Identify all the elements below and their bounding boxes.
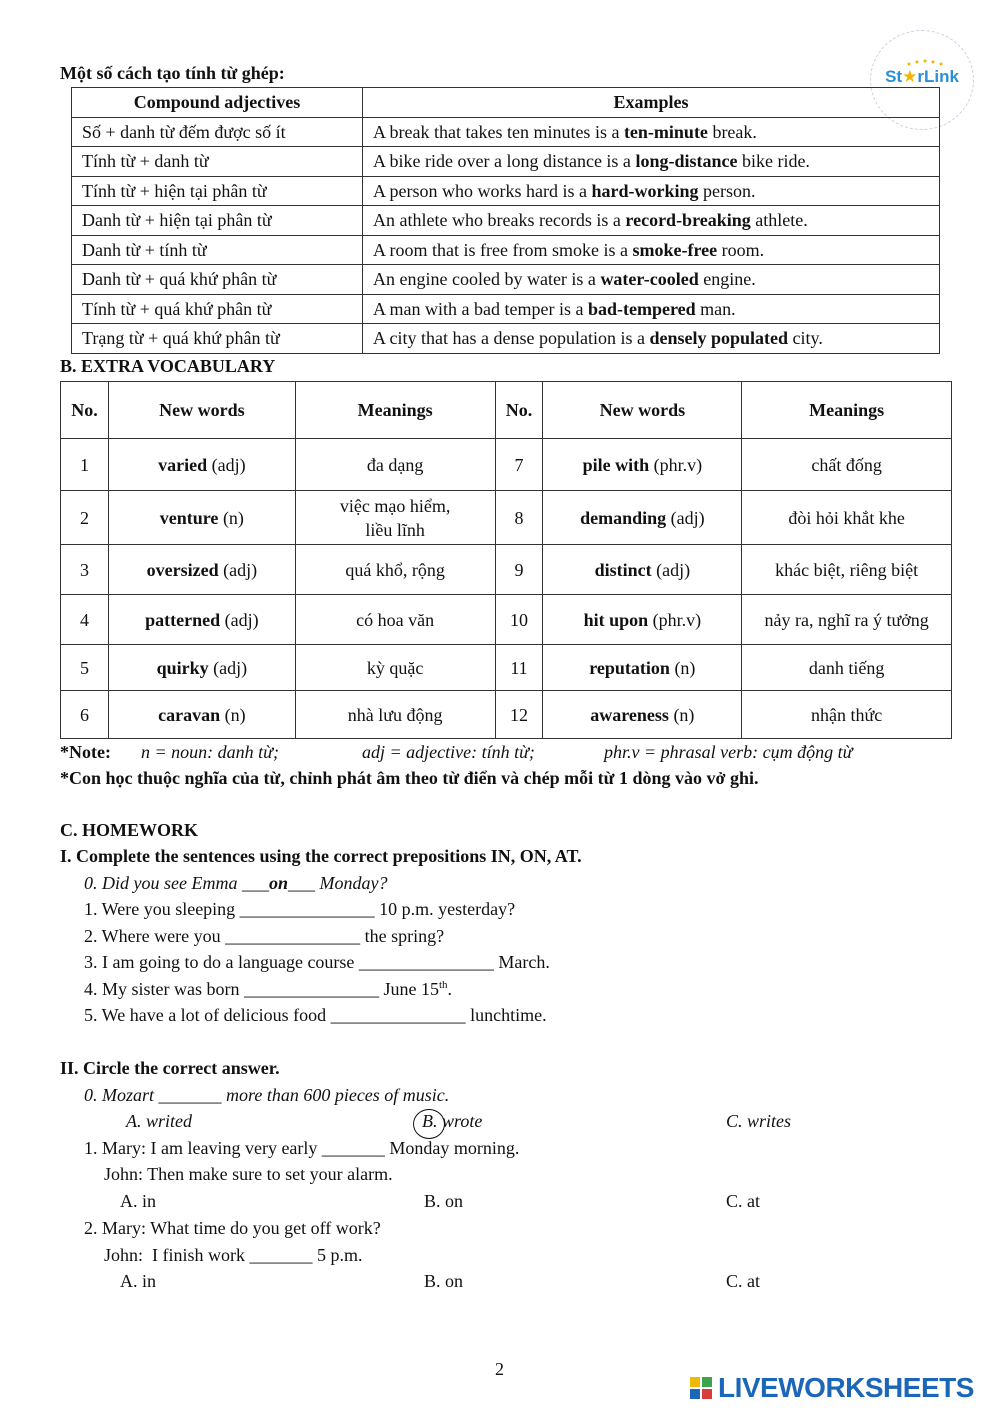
compound-word: ten-minute [623, 121, 708, 142]
example-option-c: C. writes [726, 1111, 792, 1131]
table-row [61, 645, 952, 691]
star-icon: ★ [902, 67, 918, 86]
logo-stars-decoration [905, 59, 945, 67]
study-instruction: *Con học thuộc nghĩa của từ, chỉnh phát âm theo từ điển và chép mỗi từ 1 dòng vào vở ghi. [60, 768, 759, 788]
table-row [72, 176, 940, 206]
liveworksheets-icon [690, 1377, 712, 1399]
number-cell: 12 [495, 691, 543, 739]
compound-word: bad-tempered [587, 298, 696, 319]
section-b-title: B. EXTRA VOCABULARY [60, 356, 276, 376]
number-cell: 1 [61, 439, 109, 491]
pattern-cell: Danh từ + quá khứ phân từ [72, 265, 363, 295]
compound-word: long-distance [635, 151, 738, 172]
number-cell: 3 [61, 545, 109, 595]
section-c-title: C. HOMEWORK [60, 820, 198, 840]
word-cell: varied (adj) [108, 439, 295, 491]
pattern-cell: Số + danh từ đếm được số ít [72, 117, 363, 147]
mcq-2-line-1: 2. Mary: What time do you get off work? [84, 1218, 381, 1238]
number-cell: 4 [61, 595, 109, 645]
part-1-example: 0. Did you see Emma ___on___ Monday? [84, 873, 388, 893]
compound-word: water-cooled [600, 269, 699, 290]
example-option-a: A. writed [126, 1111, 192, 1131]
example-cell: A man with a bad temper is a bad-tempered man. [363, 294, 940, 324]
answer-circle [413, 1109, 445, 1139]
compound-word: record-breaking [625, 210, 751, 231]
question-4[interactable]: 4. My sister was born _______________ June 15th. [84, 979, 453, 999]
meaning-cell: quá khổ, rộng [295, 545, 495, 595]
number-cell: 8 [495, 491, 543, 545]
word-cell: caravan (n) [108, 691, 295, 739]
column-header-examples: Examples [363, 88, 940, 118]
meaning-cell: đòi hỏi khắt khe [742, 491, 952, 545]
mcq-2-option-b[interactable]: B. on [424, 1271, 464, 1291]
page-number: 2 [495, 1359, 504, 1379]
question-3[interactable]: 3. I am going to do a language course _______________ March. [84, 952, 550, 972]
mcq-2-option-c[interactable]: C. at [726, 1271, 760, 1291]
compound-adjectives-table [71, 87, 940, 354]
note-line: *Note: n = noun: danh từ; adj = adjective: tính từ; phr.v = phrasal verb: cụm động từ [60, 742, 853, 762]
pattern-cell: Tính từ + quá khứ phân từ [72, 294, 363, 324]
column-header-compound: Compound adjectives [72, 88, 363, 118]
number-cell: 6 [61, 691, 109, 739]
vocabulary-table [60, 381, 952, 739]
column-header-meanings: Meanings [742, 382, 952, 439]
mcq-1-option-b[interactable]: B. on [424, 1191, 464, 1211]
table-row [72, 265, 940, 295]
table-row [72, 294, 940, 324]
word-cell: quirky (adj) [108, 645, 295, 691]
number-cell: 11 [495, 645, 543, 691]
table-row [61, 595, 952, 645]
example-cell: A room that is free from smoke is a smoke-free room. [363, 235, 940, 265]
meaning-cell: việc mạo hiểm, liều lĩnh [295, 491, 495, 545]
mcq-1-line-2: John: Then make sure to set your alarm. [104, 1164, 393, 1184]
column-header-meanings: Meanings [295, 382, 495, 439]
question-5[interactable]: 5. We have a lot of delicious food _______________ lunchtime. [84, 1005, 547, 1025]
word-cell: venture (n) [108, 491, 295, 545]
word-cell: distinct (adj) [543, 545, 742, 595]
mcq-1-option-c[interactable]: C. at [726, 1191, 760, 1211]
number-cell: 9 [495, 545, 543, 595]
number-cell: 2 [61, 491, 109, 545]
meaning-cell: kỳ quặc [295, 645, 495, 691]
table-row [61, 691, 952, 739]
meaning-cell: nhận thức [742, 691, 952, 739]
question-2[interactable]: 2. Where were you _______________ the spring? [84, 926, 445, 946]
compound-word: hard-working [591, 180, 699, 201]
example-answer: on [268, 873, 288, 893]
mcq-2-line-2: John: I finish work _______ 5 p.m. [104, 1245, 363, 1265]
word-cell: hit upon (phr.v) [543, 595, 742, 645]
table-row [61, 491, 952, 545]
meaning-cell: có hoa văn [295, 595, 495, 645]
word-cell: demanding (adj) [543, 491, 742, 545]
word-cell: reputation (n) [543, 645, 742, 691]
meaning-cell: khác biệt, riêng biệt [742, 545, 952, 595]
mcq-2-option-a[interactable]: A. in [120, 1271, 156, 1291]
word-cell: patterned (adj) [108, 595, 295, 645]
part-2-example-question: 0. Mozart _______ more than 600 pieces of music. [84, 1085, 450, 1105]
liveworksheets-logo: LIVEWORKSHEETS [690, 1372, 974, 1404]
meaning-cell: nảy ra, nghĩ ra ý tưởng [742, 595, 952, 645]
table-row [72, 235, 940, 265]
word-cell: pile with (phr.v) [543, 439, 742, 491]
mcq-1-line-1: 1. Mary: I am leaving very early _______ Monday morning. [84, 1138, 520, 1158]
table-header-row [72, 88, 940, 118]
table-row [61, 545, 952, 595]
word-cell: awareness (n) [543, 691, 742, 739]
pattern-cell: Trạng từ + quá khứ phân từ [72, 324, 363, 354]
part-2-title: II. Circle the correct answer. [60, 1058, 280, 1078]
section-a-title: Một số cách tạo tính từ ghép: [60, 63, 285, 83]
compound-word: densely populated [649, 328, 788, 349]
part-1-title: I. Complete the sentences using the correct prepositions IN, ON, AT. [60, 846, 582, 866]
logo-text: St★rLink [885, 67, 959, 86]
example-cell: A city that has a dense population is a densely populated city. [363, 324, 940, 354]
compound-word: smoke-free [632, 239, 718, 260]
example-cell: A bike ride over a long distance is a long-distance bike ride. [363, 147, 940, 177]
column-header-new-words: New words [108, 382, 295, 439]
table-row [72, 206, 940, 236]
number-cell: 5 [61, 645, 109, 691]
number-cell: 7 [495, 439, 543, 491]
example-cell: An engine cooled by water is a water-cooled engine. [363, 265, 940, 295]
pattern-cell: Tính từ + hiện tại phân từ [72, 176, 363, 206]
meaning-cell: đa dạng [295, 439, 495, 491]
column-header-no: No. [61, 382, 109, 439]
table-row [72, 324, 940, 354]
pattern-cell: Danh từ + tính từ [72, 235, 363, 265]
mcq-1-option-a[interactable]: A. in [120, 1191, 156, 1211]
table-header-row [61, 382, 952, 439]
example-cell: A break that takes ten minutes is a ten-minute break. [363, 117, 940, 147]
word-cell: oversized (adj) [108, 545, 295, 595]
table-row [61, 439, 952, 491]
meaning-cell: danh tiếng [742, 645, 952, 691]
example-cell: An athlete who breaks records is a record-breaking athlete. [363, 206, 940, 236]
example-cell: A person who works hard is a hard-working person. [363, 176, 940, 206]
question-1[interactable]: 1. Were you sleeping _______________ 10 p.m. yesterday? [84, 899, 516, 919]
pattern-cell: Danh từ + hiện tại phân từ [72, 206, 363, 236]
meaning-cell: chất đống [742, 439, 952, 491]
number-cell: 10 [495, 595, 543, 645]
column-header-no: No. [495, 382, 543, 439]
table-row [72, 117, 940, 147]
table-row [72, 147, 940, 177]
meaning-cell: nhà lưu động [295, 691, 495, 739]
pattern-cell: Tính từ + danh từ [72, 147, 363, 177]
column-header-new-words: New words [543, 382, 742, 439]
example-option-b: B. wrote [422, 1111, 483, 1131]
